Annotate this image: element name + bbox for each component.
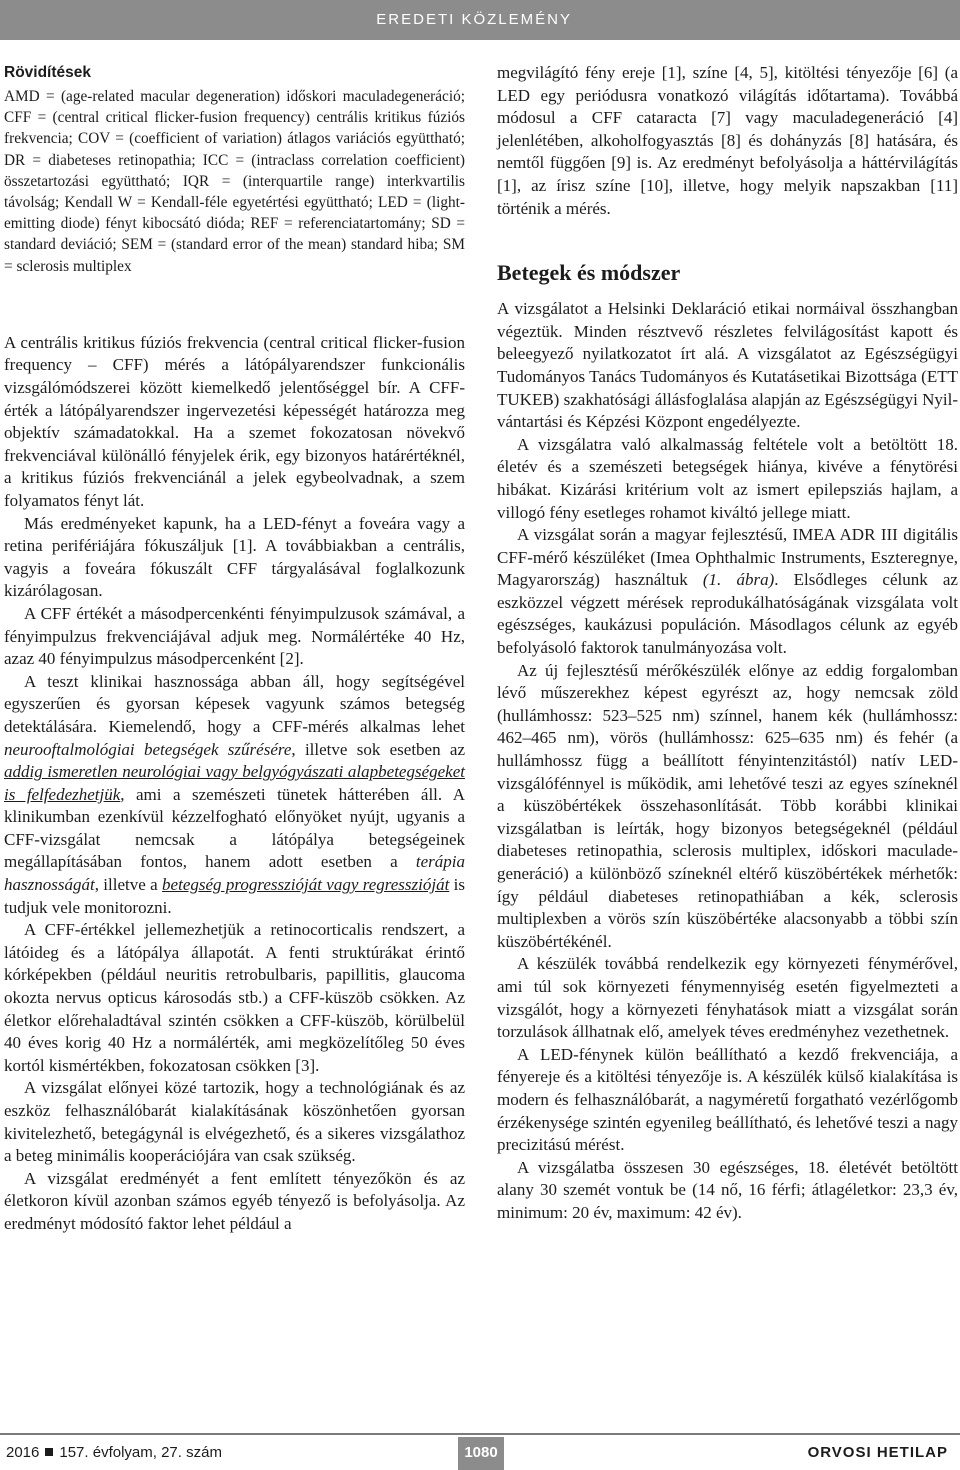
paragraph: A vizsgálatot a Helsinki Deklaráció etikai normáival összhangban végeztük. Minden résztvevő részletes felvilágosítást kapott és beleegyező nyilatkozatot írt alá. A vizsgálatot az Egészségügyi Tudományos Tanács Tudományos és Kutatásetikai Bizottsága (ETT TUKEB) szakhatósági állásfoglalása alapján az Egészségügyi Nyilvántartási és Képzési Központ engedélyezte. bbox=[497, 299, 958, 432]
section-title: Betegek és módszer bbox=[497, 260, 681, 286]
paragraph: A vizsgálatba összesen 30 egészséges, 18. életévét betöltött alany 30 szemét vontuk be (14 nő, 16 férfi; átlagéletkor: 23,3 év, minimum: 20 év, maximum: 42 év). bbox=[497, 1157, 958, 1222]
left-column bbox=[4, 62, 465, 1236]
emphasis: addig ismeretlen neurológiai vagy belgyógyászati alapbetegségeket is felfedezhetjük bbox=[4, 762, 465, 804]
footer-rule bbox=[0, 1433, 960, 1435]
paragraph: A LED-fénynek külön beállítható a kezdő frekvenciája, a fényereje és a kitöltési tényezője is. A készülék külső kialakítása is modern és felhasználóbarát, a nagyméretű forgatható vezérlőgomb érzékenysége szintén egyenileg beállítható, és lehetővé teszi a nagy precizitású mérést. bbox=[497, 1044, 958, 1155]
header-bar bbox=[0, 0, 960, 40]
footer-issue-info bbox=[6, 1443, 222, 1463]
abbreviations-heading: Rövidítések bbox=[4, 64, 92, 81]
paragraph: A CFF-értékkel jellemezhetjük a retinocorticalis rendszert, a látóideg és a látópálya állapotát. A fenti struktúrákat érintő kórképekben (például neuritis retrobulbaris, papillitis, glaucoma okozta nervus opticus károsodás stb.) a CFF-küszöb csökken. Az életkor előrehaladtával szintén csökken a CFF-küszöb, körülbelül 40 éves korig 40 Hz a normálérték, ami megközelítőleg 50 éves kortól kismértékben, fokozatosan csökken [3]. bbox=[4, 920, 465, 1075]
paragraph: megvilágító fény ereje [1], színe [4, 5], kitöltési tényezője [6] (a LED egy periódusra vonatkozó világítás időtartama). Továbbá módosul a CFF cataracta [7] vagy maculadegeneráció [4] jelenlétében, alkoholfogyasztás [8] és dohányzás [8] hatására, és nemtől függően [9] is. Az eredményt befolyásolja a háttérvilágítás [1], az írisz színe [10], illetve, hogy melyik napszakban [11] történik a mérés. bbox=[497, 63, 958, 218]
abbreviations-text: AMD = (age-related macular degeneration) időskori maculadegeneráció; CFF = (central critical flicker-fusion frequency) centrális kritikus fúziós frekvencia; COV = (coefficient of variation) átlagos variációs együttható; DR = diabeteses retinopathia; ICC = (intraclass correlation coefficient) összetartozási együttható; IQR = (interquartile range) interkvartilis távolság; Kendall W = Kendall-féle egyetértési együttható; LED = (light-emitting diode) fényt kibocsátó dióda; REF = referenciatartomány; SD = standard deviáció; SEM = (standard error of the mean) standard hiba; SM = sclerosis multiplex bbox=[4, 88, 465, 275]
paragraph: Az új fejlesztésű mérőkészülék előnye az eddig forgalomban lévő műszerekhez képest egyrészt az, hogy nemcsak zöld (hullámhossz: 523–525 nm) színnel, hanem kék (hullámhossz: 462–465 nm), vörös (hullámhossz: 625–635 nm) és fehér (a hullámhossz függ a beállított fényintenzitástól) natív LED-vizsgálófénnyel is működik, ami lehetővé teszi az egyes színeknél a küszöbértékek összehasonlítását. Több korábbi klinikai vizsgálatban is leírták, hogy bizonyos betegségeknél (például diabeteses retinopathia, sclerosis multiplex, időskori maculadegeneráció) a különböző színeknél eltérő küszöbértékek mérhetők: így például diabeteses retinopathiában a kék, sclerosis multiplexben a vörös szín küszöbértéke alacsonyabb a többi szín küszöbértékénél. bbox=[497, 660, 958, 951]
paragraph: A centrális kritikus fúziós frekvencia (central critical flicker-fusion frequency – CFF) mérés a látópályarendszer funkcionális vizsgálómódszerei között kiemelkedő jelentőséggel bír. A CFF-érték a látópályarendszer ingervezetési képességét határozza meg objektív számadatokkal. Ha a szemet fokozatosan növekvő frekvenciával különálló fényjelek érik, egy bizonyos határértéknél, a kritikus fúziós frekvenciánál a jelek egybeolvadnak, a szem folyamatos fényt lát. bbox=[4, 332, 465, 510]
methods-text bbox=[497, 298, 958, 1224]
footer-year: 2016 bbox=[6, 1444, 40, 1461]
paragraph: A vizsgálatra való alkalmasság feltétele volt a betöltött 18. életév és a szemészeti betegségek hiánya, kivéve a fénytörési hibákat. Kizárási kritérium volt az ismert epilepsziás hajlam, a villogó fény esetleges rohamot kiváltó jellege miatt. bbox=[497, 434, 958, 522]
page-number: 1080 bbox=[464, 1444, 498, 1461]
page-number-box bbox=[458, 1437, 504, 1470]
emphasis: betegség progresszióját vagy regresszióját bbox=[162, 875, 450, 895]
section-label: EREDETI KÖZLEMÉNY bbox=[376, 11, 572, 28]
emphasis: terápia hasznosságát bbox=[4, 852, 465, 895]
paragraph: A készülék továbbá rendelkezik egy környezeti fénymérővel, ami túl sok környezeti fénymennyiség esetén figyelmezteti a vizsgálót, hogy a környezeti fényhatások miatt a vizsgálat során torzulások állhatnak elő, amelyek téves eredményhez vezethetnek. bbox=[497, 954, 958, 1042]
journal-name: ORVOSI HETILAP bbox=[807, 1444, 948, 1461]
paragraph: A vizsgálat eredményét a fent említett tényezőkön és az életkoron kívül azonban számos egyéb tényező is befolyásolja. Az eredményt módosító faktor lehet például a bbox=[4, 1168, 465, 1233]
emphasis: neurooftalmológiai betegségek szűrésére bbox=[4, 739, 292, 759]
paragraph: A vizsgálat során a magyar fejlesztésű, IMEA ADR III digitális CFF-mérő készüléket (Imea Ophthalmic Instruments, Eszteregnye, Magyarország) használtuk (1. ábra). Elsődleges célunk az eszközzel végzett mérések reprodukálhatóságának vizsgálata volt egészséges, kaukázusi populáción. Másodlagos célunk az egyéb befolyásoló faktorok tanulmányozása volt. bbox=[497, 525, 958, 658]
right-column bbox=[497, 62, 958, 1225]
paragraph: Más eredményeket kapunk, ha a LED-fényt a foveára vagy a retina perifériájára fókuszáljuk [1]. A továbbiakban a centrális, vagyis a foveára fókuszált CFF tárgyalásával foglalkozunk kizárólagosan. bbox=[4, 513, 465, 601]
paragraph: A vizsgálat előnyei közé tartozik, hogy a technológiának és az eszköz felhasználóbarát kialakításának köszönhetően gyorsan kivitelezhető, betegágynál is elvégezhető, és a sikeres vizsgálathoz a beteg minimális kooperációjára van csak szükség. bbox=[4, 1078, 465, 1166]
intro-text bbox=[4, 332, 465, 1236]
paragraph: A teszt klinikai hasznossága abban áll, hogy segítségével egyszerűen és gyorsan képesek vagyunk számos betegség detektálására. Kiemelendő, hogy a CFF-mérés alkalmas lehet neurooftalmológiai betegségek szűrésére, illetve sok esetben az addig ismeretlen neurológiai vagy belgyógyászati alapbetegségeket is felfedezhetjük, ami a szemészeti tünetek hátterében áll. A klinikumban ezenkívül kézzelfogható előnyöket nyújt, ugyanis a CFF-vizsgálat nemcsak a látópálya betegségeinek megállapításában fontos, hanem adott esetben a terápia hasznosságát, illetve a betegség progresszióját vagy regresszióját is tudjuk vele monitorozni. bbox=[4, 671, 465, 917]
square-bullet-icon bbox=[45, 1448, 53, 1456]
continued-text bbox=[497, 62, 958, 220]
footer-issue: 157. évfolyam, 27. szám bbox=[59, 1444, 222, 1461]
paragraph: A CFF értékét a másodpercenkénti fényimpulzusok számával, a fényimpulzus frekvenciájával adjuk meg. Normálértéke 40 Hz, azaz 40 fényimpulzus másodpercenként [2]. bbox=[4, 603, 465, 669]
figure-reference: (1. ábra) bbox=[702, 570, 775, 590]
